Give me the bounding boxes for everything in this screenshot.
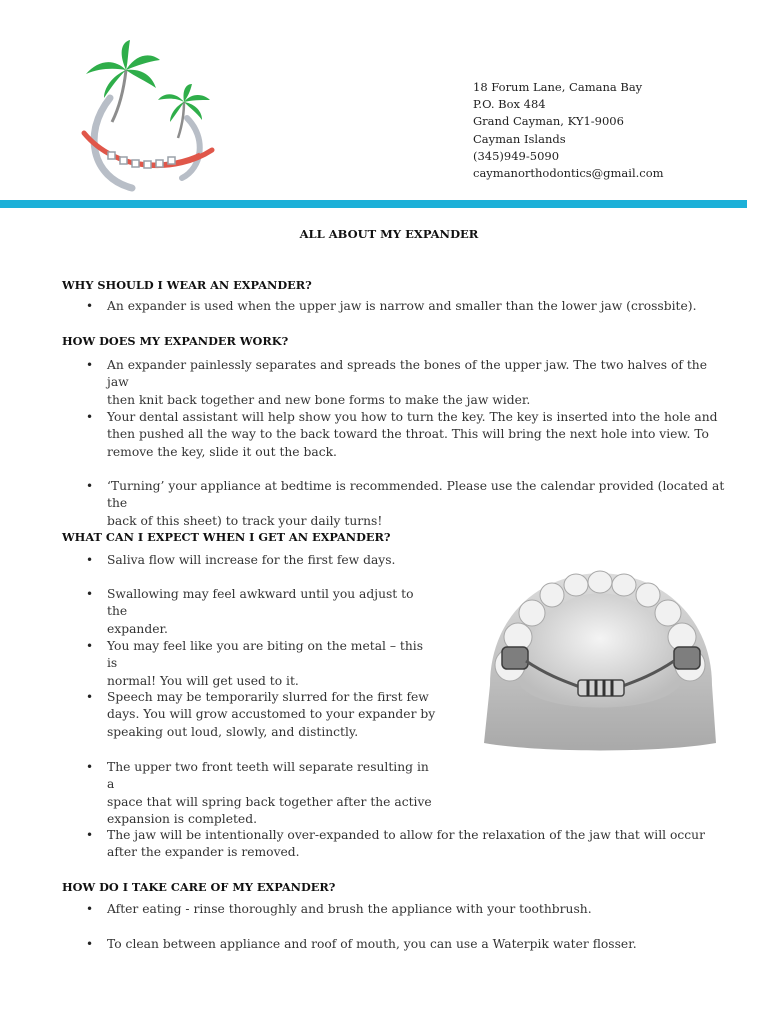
bullet-line: • An expander painlessly separates and spreads the bones of the upper jaw. The two halves of the jaw [107,358,708,390]
section-heading-expect: WHAT CAN I EXPECT WHEN I GET AN EXPANDER? [62,530,391,544]
section-heading-care: HOW DO I TAKE CARE OF MY EXPANDER? [62,880,336,894]
bullet-line: then pushed all the way to the back toward the throat. This will bring the next hole into view. To [107,427,709,442]
section-heading-why: WHY SHOULD I WEAR AN EXPANDER? [62,278,312,292]
list-item [107,689,437,741]
list-item [107,759,437,828]
bullet-line: back of this sheet) to track your daily turns! [107,513,383,528]
bullet-line: • After eating - rinse thoroughly and brush the appliance with your toothbrush. [107,902,592,916]
bullet-line: • Your dental assistant will help show you how to turn the key. The key is inserted into the hole and [107,410,718,424]
address-line: 18 Forum Lane, Camana Bay [473,80,643,94]
bullet-line: • The upper two front teeth will separate resulting in a [107,760,429,792]
bullet-line: • Speech may be temporarily slurred for the first few [107,690,429,704]
bullet-line: remove the key, slide it out the back. [107,444,337,459]
list-item [107,298,727,315]
list-item [107,936,727,953]
list-item [107,409,727,461]
list-item [107,586,437,638]
bullet-line: • Saliva flow will increase for the first few days. [107,553,396,567]
list-item [107,901,727,918]
document-title: ALL ABOUT MY EXPANDER [299,227,479,241]
orthodontics-logo [72,38,222,198]
bullet-line: then knit back together and new bone forms to make the jaw wider. [107,392,531,407]
list-item [107,552,437,569]
address-line: Grand Cayman, KY1-9006 [473,114,624,129]
bullet-line: normal! You will get used to it. [107,673,299,688]
bullet-line: after the expander is removed. [107,845,300,860]
email-address: caymanorthodontics@gmail.com [473,166,664,181]
list-item [107,478,727,530]
list-item [107,357,727,409]
clinic-address [473,79,664,182]
phone-number: (345)949-5090 [473,148,560,163]
address-line: P.O. Box 484 [473,97,546,112]
bullet-line: • ‘Turning’ your appliance at bedtime is recommended. Please use the calendar provided (located at the [107,479,725,511]
list-item [107,827,727,862]
header-divider [0,200,747,208]
bullet-line: • Swallowing may feel awkward until you adjust to the [107,587,414,619]
address-line: Cayman Islands [473,131,566,146]
bullet-line: expansion is completed. [107,811,257,826]
bullet-line: • You may feel like you are biting on the metal – this is [107,639,424,671]
bullet-line: expander. [107,621,168,636]
bullet-line: • To clean between appliance and roof of mouth, you can use a Waterpik water flosser. [107,937,637,951]
section-heading-how-works: HOW DOES MY EXPANDER WORK? [62,334,289,348]
list-item [107,638,437,690]
expander-illustration [480,565,720,757]
bullet-line: space that will spring back together after the active [107,794,432,809]
bullet-line: • The jaw will be intentionally over-expanded to allow for the relaxation of the jaw that will occur [107,828,705,842]
bullet-line: • An expander is used when the upper jaw is narrow and smaller than the lower jaw (crossbite). [107,299,697,313]
bullet-line: days. You will grow accustomed to your expander by [107,707,436,722]
bullet-line: speaking out loud, slowly, and distinctly. [107,724,359,739]
